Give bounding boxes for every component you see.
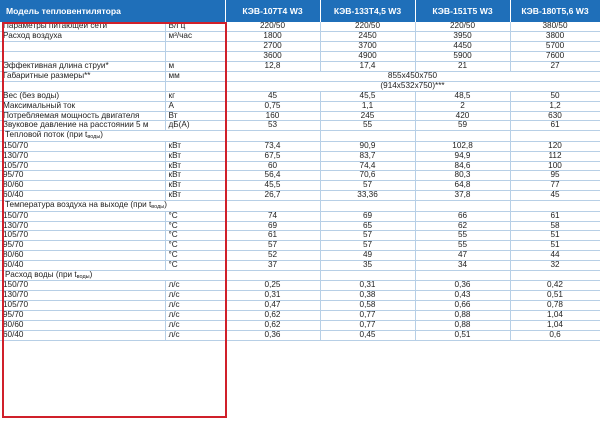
value-cell: 0,88 [415, 321, 510, 331]
value-cell: 0,43 [415, 291, 510, 301]
param-unit: мм [165, 71, 225, 81]
section-label: Расход воды (при t [5, 270, 77, 279]
param-name: 80/60 [0, 181, 165, 191]
section-title [0, 270, 225, 281]
value-cell: 53 [225, 121, 320, 131]
value-cell: 0,38 [320, 291, 415, 301]
table-row [0, 270, 600, 281]
value-cell: 160 [225, 111, 320, 121]
table-body [0, 22, 600, 340]
value-cell: 55 [320, 121, 415, 131]
table-row [0, 22, 600, 32]
value-cell: 380/50 [510, 22, 600, 32]
value-cell: 45 [225, 91, 320, 101]
empty-cell [320, 270, 415, 281]
value-cell: 70,6 [320, 171, 415, 181]
value-cell: 60 [225, 161, 320, 171]
param-name: Габаритные размеры** [0, 71, 165, 81]
value-cell: 5700 [510, 42, 600, 52]
value-cell: 2700 [225, 42, 320, 52]
value-cell: 64,8 [415, 181, 510, 191]
value-cell: 45,5 [320, 91, 415, 101]
value-cell: 65 [320, 221, 415, 231]
table-row [0, 141, 600, 151]
value-cell: 69 [320, 211, 415, 221]
value-cell: 56,4 [225, 171, 320, 181]
table-row [0, 211, 600, 221]
param-unit: кВт [165, 171, 225, 181]
param-unit: °С [165, 231, 225, 241]
value-cell: 220/50 [415, 22, 510, 32]
section-label: Температура воздуха на выходе (при t [5, 200, 152, 210]
table-row [0, 291, 600, 301]
table-row [0, 321, 600, 331]
value-cell: 0,78 [510, 301, 600, 311]
table-row [0, 281, 600, 291]
table-row [0, 161, 600, 171]
value-cell: 37,8 [415, 191, 510, 201]
merged-value: 855x450x750 [225, 71, 600, 81]
param-name: 95/70 [0, 311, 165, 321]
param-name: 150/70 [0, 281, 165, 291]
value-cell: 0,45 [320, 330, 415, 340]
table-row [0, 171, 600, 181]
value-cell: 55 [415, 241, 510, 251]
section-close: ) [164, 200, 167, 210]
table-row [0, 201, 600, 212]
param-unit: дБ(А) [165, 121, 225, 131]
table-row [0, 62, 600, 72]
param-name [0, 81, 165, 91]
value-cell: 0,66 [415, 301, 510, 311]
value-cell: 80,3 [415, 171, 510, 181]
value-cell: 48,5 [415, 91, 510, 101]
empty-cell [320, 201, 415, 212]
empty-cell [510, 201, 600, 212]
value-cell: 5900 [415, 52, 510, 62]
table-row [0, 32, 600, 42]
param-name: 150/70 [0, 141, 165, 151]
param-name: Параметры питающей сети [0, 22, 165, 32]
value-cell: 27 [510, 62, 600, 72]
table-row [0, 131, 600, 142]
value-cell: 69 [225, 221, 320, 231]
param-name: 105/70 [0, 231, 165, 241]
value-cell: 45 [510, 191, 600, 201]
param-unit: °С [165, 241, 225, 251]
value-cell: 0,58 [320, 301, 415, 311]
value-cell: 112 [510, 151, 600, 161]
value-cell: 67,5 [225, 151, 320, 161]
table-row [0, 191, 600, 201]
param-name: Расход воздуха [0, 32, 165, 42]
value-cell: 35 [320, 261, 415, 271]
value-cell: 45,5 [225, 181, 320, 191]
value-cell: 94,9 [415, 151, 510, 161]
table-row [0, 311, 600, 321]
param-unit: кВт [165, 151, 225, 161]
param-name: Звуковое давление на расстоянии 5 м [0, 121, 165, 131]
value-cell: 0,62 [225, 321, 320, 331]
value-cell: 0,31 [320, 281, 415, 291]
param-unit: л/с [165, 291, 225, 301]
param-unit: кВт [165, 191, 225, 201]
value-cell: 73,4 [225, 141, 320, 151]
empty-cell [320, 131, 415, 142]
value-cell: 61 [225, 231, 320, 241]
value-cell: 3700 [320, 42, 415, 52]
empty-cell [415, 270, 510, 281]
table-row [0, 111, 600, 121]
value-cell: 84,6 [415, 161, 510, 171]
param-unit: В/Гц [165, 22, 225, 32]
value-cell: 0,25 [225, 281, 320, 291]
value-cell: 33,36 [320, 191, 415, 201]
value-cell: 0,36 [415, 281, 510, 291]
value-cell: 57 [320, 181, 415, 191]
empty-cell [415, 131, 510, 142]
value-cell: 1,2 [510, 101, 600, 111]
param-name: 130/70 [0, 221, 165, 231]
value-cell: 120 [510, 141, 600, 151]
value-cell: 0,47 [225, 301, 320, 311]
param-name: 60/40 [0, 191, 165, 201]
value-cell: 1,1 [320, 101, 415, 111]
merged-value: (914x532x750)*** [225, 81, 600, 91]
value-cell: 3950 [415, 32, 510, 42]
param-unit: °С [165, 211, 225, 221]
param-unit: кВт [165, 161, 225, 171]
table-row [0, 52, 600, 62]
param-name: Потребляемая мощность двигателя [0, 111, 165, 121]
table-row [0, 261, 600, 271]
empty-cell [510, 131, 600, 142]
section-close: ) [100, 130, 104, 140]
value-cell: 66 [415, 211, 510, 221]
param-name [0, 42, 165, 52]
value-cell: 55 [415, 231, 510, 241]
value-cell: 57 [320, 241, 415, 251]
param-name: 60/40 [0, 261, 165, 271]
table-row [0, 151, 600, 161]
param-unit [165, 52, 225, 62]
param-name: 80/60 [0, 251, 165, 261]
param-unit: м [165, 62, 225, 72]
value-cell: 50 [510, 91, 600, 101]
value-cell: 220/50 [320, 22, 415, 32]
param-unit: кВт [165, 141, 225, 151]
value-cell: 3600 [225, 52, 320, 62]
value-cell: 12,8 [225, 62, 320, 72]
value-cell: 44 [510, 251, 600, 261]
param-unit: л/с [165, 330, 225, 340]
value-cell: 74,4 [320, 161, 415, 171]
value-cell: 100 [510, 161, 600, 171]
table-row [0, 330, 600, 340]
value-cell: 2 [415, 101, 510, 111]
value-cell: 57 [320, 231, 415, 241]
section-subscript: воды [76, 273, 90, 280]
value-cell: 77 [510, 181, 600, 191]
header-name: Модель тепловентилятора [0, 0, 225, 22]
param-name [0, 52, 165, 62]
value-cell: 52 [225, 251, 320, 261]
value-cell: 58 [510, 221, 600, 231]
param-name: 105/70 [0, 301, 165, 311]
param-unit: °С [165, 251, 225, 261]
table-row [0, 91, 600, 101]
value-cell: 34 [415, 261, 510, 271]
param-unit: л/с [165, 301, 225, 311]
param-unit: кВт [165, 181, 225, 191]
section-subscript: воды [151, 204, 165, 211]
param-name: Эффективная длина струи* [0, 62, 165, 72]
value-cell: 47 [415, 251, 510, 261]
section-title [0, 131, 225, 142]
value-cell: 7600 [510, 52, 600, 62]
empty-cell [415, 201, 510, 212]
param-name: 105/70 [0, 161, 165, 171]
value-cell: 420 [415, 111, 510, 121]
param-unit [165, 81, 225, 91]
param-unit: м³/час [165, 32, 225, 42]
table-row [0, 221, 600, 231]
param-unit: °С [165, 221, 225, 231]
table-row [0, 81, 600, 91]
value-cell: 17,4 [320, 62, 415, 72]
value-cell: 51 [510, 231, 600, 241]
param-name: 95/70 [0, 171, 165, 181]
value-cell: 245 [320, 111, 415, 121]
value-cell: 49 [320, 251, 415, 261]
value-cell: 62 [415, 221, 510, 231]
value-cell: 83,7 [320, 151, 415, 161]
table-row [0, 42, 600, 52]
value-cell: 0,77 [320, 321, 415, 331]
param-unit: кг [165, 91, 225, 101]
value-cell: 57 [225, 241, 320, 251]
value-cell: 95 [510, 171, 600, 181]
value-cell: 61 [510, 211, 600, 221]
header-model: КЭВ-151Т5 W3 [415, 0, 510, 22]
value-cell: 0,88 [415, 311, 510, 321]
value-cell: 37 [225, 261, 320, 271]
value-cell: 0,6 [510, 330, 600, 340]
value-cell: 0,75 [225, 101, 320, 111]
param-unit: °С [165, 261, 225, 271]
value-cell: 0,51 [510, 291, 600, 301]
value-cell: 21 [415, 62, 510, 72]
value-cell: 0,31 [225, 291, 320, 301]
value-cell: 2450 [320, 32, 415, 42]
value-cell: 90,9 [320, 141, 415, 151]
param-name: 60/40 [0, 330, 165, 340]
value-cell: 3800 [510, 32, 600, 42]
value-cell: 59 [415, 121, 510, 131]
section-title [0, 201, 225, 212]
header-model: КЭВ-107Т4 W3 [225, 0, 320, 22]
param-name: 80/60 [0, 321, 165, 331]
value-cell: 1800 [225, 32, 320, 42]
value-cell: 1,04 [510, 321, 600, 331]
param-unit: л/с [165, 311, 225, 321]
table-row [0, 121, 600, 131]
value-cell: 74 [225, 211, 320, 221]
param-name: 150/70 [0, 211, 165, 221]
param-name: 95/70 [0, 241, 165, 251]
param-name: Максимальный ток [0, 101, 165, 111]
header-model: КЭВ-180Т5,6 W3 [510, 0, 600, 22]
param-unit: А [165, 101, 225, 111]
empty-cell [225, 201, 320, 212]
value-cell: 0,36 [225, 330, 320, 340]
value-cell: 102,8 [415, 141, 510, 151]
value-cell: 0,62 [225, 311, 320, 321]
param-name: 130/70 [0, 151, 165, 161]
value-cell: 26,7 [225, 191, 320, 201]
value-cell: 4900 [320, 52, 415, 62]
param-unit [165, 42, 225, 52]
empty-cell [225, 131, 320, 142]
section-close: ) [89, 270, 93, 279]
param-unit: Вт [165, 111, 225, 121]
table-row [0, 101, 600, 111]
table-row [0, 241, 600, 251]
value-cell: 630 [510, 111, 600, 121]
param-unit: л/с [165, 321, 225, 331]
table-row [0, 181, 600, 191]
value-cell: 51 [510, 241, 600, 251]
table-row [0, 301, 600, 311]
table-row [0, 231, 600, 241]
param-unit: л/с [165, 281, 225, 291]
empty-cell [225, 270, 320, 281]
table-row [0, 71, 600, 81]
empty-cell [510, 270, 600, 281]
param-name: Вес (без воды) [0, 91, 165, 101]
param-name: 130/70 [0, 291, 165, 301]
section-label: Тепловой поток (при t [5, 130, 88, 140]
value-cell: 220/50 [225, 22, 320, 32]
value-cell: 0,42 [510, 281, 600, 291]
section-subscript: воды [87, 134, 101, 141]
header-model: КЭВ-133Т4,5 W3 [320, 0, 415, 22]
value-cell: 32 [510, 261, 600, 271]
table-row [0, 251, 600, 261]
value-cell: 0,77 [320, 311, 415, 321]
header-row [0, 0, 600, 22]
value-cell: 1,04 [510, 311, 600, 321]
value-cell: 4450 [415, 42, 510, 52]
value-cell: 61 [510, 121, 600, 131]
value-cell: 0,51 [415, 330, 510, 340]
